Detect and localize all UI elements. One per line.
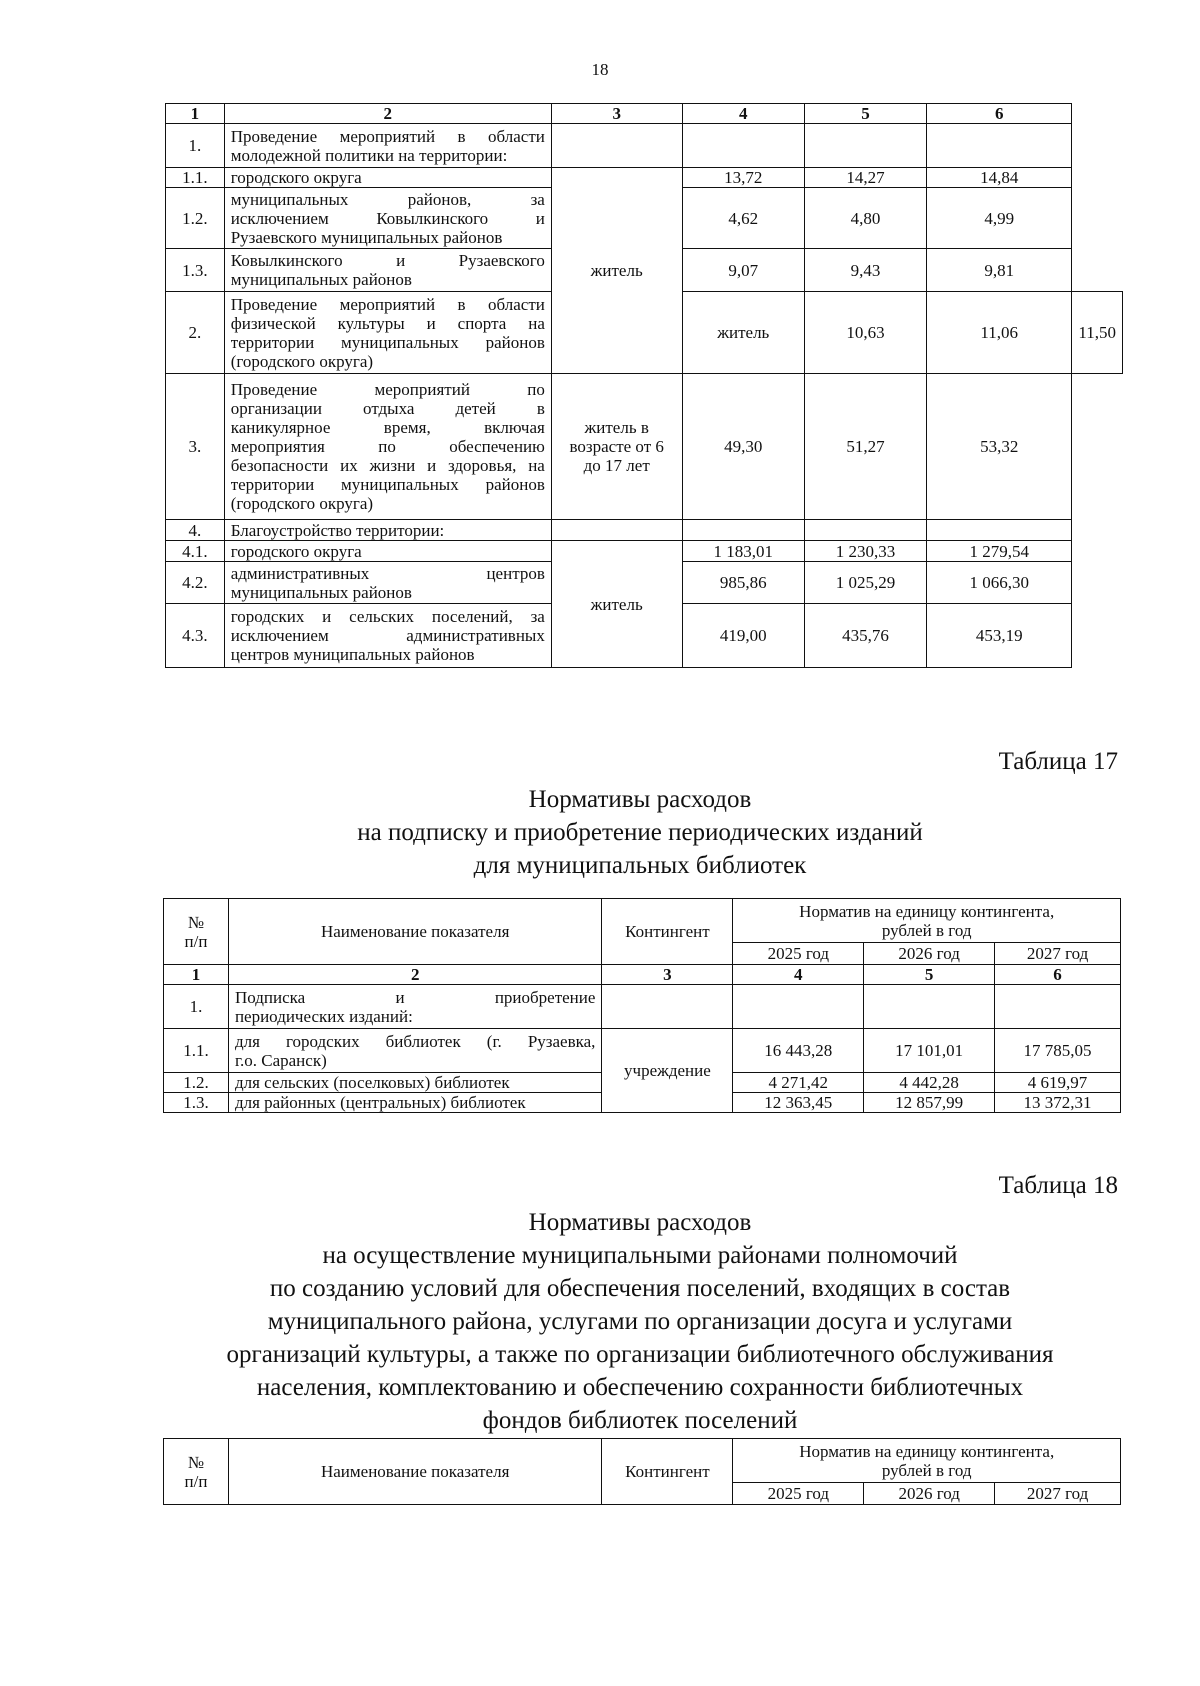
- value-2025: 4,62: [682, 188, 805, 249]
- name-line: Подписка и приобретение: [234, 987, 596, 1007]
- value-2027: 11,50: [1072, 292, 1123, 374]
- row-name: [224, 374, 551, 520]
- value-2027: 1 279,54: [927, 541, 1072, 562]
- name-line: каникулярное время, включая: [230, 418, 545, 437]
- value-2026: 1 230,33: [805, 541, 927, 562]
- name-line: для районных (центральных) библиотек: [234, 1093, 526, 1112]
- table-row: [166, 124, 1123, 168]
- contingent-cell: житель: [551, 541, 682, 668]
- value-2026: 4,80: [805, 188, 927, 249]
- row-name: [224, 249, 551, 292]
- value-2027: 14,84: [927, 168, 1072, 188]
- name-line: физической культуры и спорта на: [230, 313, 545, 333]
- row-name: [228, 1029, 602, 1073]
- name-line: Благоустройство территории:: [230, 520, 445, 540]
- col-number: 6: [995, 965, 1121, 985]
- row-number: 1.: [164, 985, 229, 1029]
- year-header: 2026 год: [864, 943, 995, 965]
- row-number: 1.2.: [166, 188, 225, 249]
- header-line: №: [187, 912, 205, 932]
- name-line: городского округа: [230, 541, 362, 561]
- col-number: 4: [682, 104, 805, 124]
- col-number: 6: [927, 104, 1072, 124]
- year-header: 2025 год: [733, 943, 864, 965]
- name-line: безопасности их жизни и здоровья, на: [230, 456, 545, 475]
- value-2025: 1 183,01: [682, 541, 805, 562]
- name-line: исключением Ковылкинского и: [230, 208, 545, 228]
- col-number: 2: [224, 104, 551, 124]
- norm-header: [733, 899, 1121, 943]
- row-name: [224, 168, 551, 188]
- row-number: 4.1.: [166, 541, 225, 562]
- header-line: п/п: [184, 1471, 208, 1491]
- row-number: 1.1.: [166, 168, 225, 188]
- header-row: [164, 1439, 1121, 1483]
- contingent-cell: житель: [551, 168, 682, 374]
- row-name: [224, 604, 551, 668]
- name-line: муниципальных районов, за: [230, 189, 545, 209]
- table-row: [164, 1029, 1121, 1073]
- col-number: 5: [805, 104, 927, 124]
- value-2026: 17 101,01: [864, 1029, 995, 1073]
- name-line: Проведение мероприятий по: [230, 380, 545, 399]
- column-number-row: [166, 104, 1123, 124]
- title-line: Нормативы расходов: [528, 1209, 752, 1236]
- value-2027: 9,81: [927, 249, 1072, 292]
- name-line: территории муниципальных районов: [230, 332, 545, 352]
- title-line: на осуществление муниципальными районами полномочий: [322, 1242, 958, 1269]
- name-line: муниципальных районов: [230, 582, 412, 602]
- periodicals-norms-table: [163, 898, 1121, 1113]
- year-header: 2026 год: [864, 1483, 995, 1505]
- value-2025: 13,72: [682, 168, 805, 188]
- header-line: Норматив на единицу контингента,: [799, 901, 1055, 921]
- row-name: [224, 124, 551, 168]
- title-line: по созданию условий для обеспечения поселений, входящих в состав: [269, 1275, 1011, 1302]
- table-row: [166, 520, 1123, 541]
- contingent-cell: учреждение: [602, 1029, 733, 1113]
- value-2027: 1 066,30: [927, 562, 1072, 604]
- year-header: 2027 год: [995, 1483, 1121, 1505]
- culture-powers-norms-table: [163, 1438, 1121, 1505]
- header-line: №: [187, 1452, 205, 1472]
- year-header: 2027 год: [995, 943, 1121, 965]
- contingent-cell: [551, 374, 682, 520]
- contingent-cell: житель: [682, 292, 805, 374]
- value-2026: 12 857,99: [864, 1093, 995, 1113]
- value-2025: 985,86: [682, 562, 805, 604]
- name-line: (городского округа): [230, 494, 374, 513]
- value-2026: 11,06: [927, 292, 1072, 374]
- name-line: мероприятия по обеспечению: [230, 437, 545, 456]
- year-header: 2025 год: [733, 1483, 864, 1505]
- name-line: организации отдыха детей в: [230, 399, 545, 418]
- name-line: территории муниципальных районов: [230, 475, 545, 494]
- name-line: исключением административных: [230, 626, 545, 645]
- row-number: 4.2.: [166, 562, 225, 604]
- value-2027: 4,99: [927, 188, 1072, 249]
- value-2027: 4 619,97: [995, 1073, 1121, 1093]
- value-2025: 4 271,42: [733, 1073, 864, 1093]
- row-number: 1.3.: [166, 249, 225, 292]
- value-2025: 9,07: [682, 249, 805, 292]
- contingent-line: житель в: [584, 418, 649, 437]
- contingent-line: до 17 лет: [583, 456, 650, 475]
- header-line: Норматив на единицу контингента,: [799, 1441, 1055, 1461]
- row-name: [228, 985, 602, 1029]
- row-name: [224, 188, 551, 249]
- value-2025: 49,30: [682, 374, 805, 520]
- name-line: (городского округа): [230, 351, 374, 371]
- table-row: [166, 374, 1123, 520]
- title-line: населения, комплектованию и обеспечению сохранности библиотечных: [256, 1374, 1024, 1401]
- value-2027: 453,19: [927, 604, 1072, 668]
- col-number: 1: [164, 965, 229, 985]
- row-number: 3.: [166, 374, 225, 520]
- row-number: 4.3.: [166, 604, 225, 668]
- name-line: периодических изданий:: [234, 1006, 413, 1026]
- name-line: Проведение мероприятий в области: [230, 294, 545, 314]
- column-number-row: [164, 965, 1121, 985]
- table17-title: [120, 783, 1160, 882]
- name-line: административных центров: [230, 563, 545, 583]
- value-2026: 51,27: [805, 374, 927, 520]
- table17-label: Таблица 17: [998, 748, 1118, 775]
- col-number: 1: [166, 104, 225, 124]
- contingent-header: Контингент: [602, 899, 733, 965]
- value-2027: 13 372,31: [995, 1093, 1121, 1113]
- name-line: городского округа: [230, 168, 362, 187]
- row-name: [224, 562, 551, 604]
- value-2025: 10,63: [805, 292, 927, 374]
- col-number: 3: [551, 104, 682, 124]
- value-2027: 17 785,05: [995, 1029, 1121, 1073]
- value-2025: 419,00: [682, 604, 805, 668]
- header-line: рублей в год: [881, 1460, 972, 1480]
- row-number: 1.3.: [164, 1093, 229, 1113]
- col-number: 4: [733, 965, 864, 985]
- row-name: [224, 541, 551, 562]
- name-line: муниципальных районов: [230, 270, 412, 289]
- row-name: [224, 292, 551, 374]
- name-line: г.о. Саранск): [234, 1050, 327, 1070]
- value-2026: 4 442,28: [864, 1073, 995, 1093]
- table18-title: [120, 1206, 1160, 1437]
- row-number: 4.: [166, 520, 225, 541]
- header-line: п/п: [184, 931, 208, 951]
- name-line: Ковылкинского и Рузаевского: [230, 251, 545, 270]
- num-header: [164, 1439, 229, 1505]
- value-2026: 1 025,29: [805, 562, 927, 604]
- name-line: для сельских (поселковых) библиотек: [234, 1073, 510, 1092]
- col-number: 2: [228, 965, 602, 985]
- row-name: [224, 520, 551, 541]
- row-number: 2.: [166, 292, 225, 374]
- title-line: муниципального района, услугами по организации досуга и услугами: [267, 1308, 1013, 1335]
- name-header: Наименование показателя: [228, 1439, 602, 1505]
- title-line: для муниципальных библиотек: [473, 852, 807, 879]
- value-2026: 9,43: [805, 249, 927, 292]
- value-2025: 16 443,28: [733, 1029, 864, 1073]
- title-line: на подписку и приобретение периодических изданий: [357, 819, 923, 846]
- num-header: [164, 899, 229, 965]
- norms-table-continued: [165, 103, 1123, 668]
- title-line: фондов библиотек поселений: [482, 1407, 798, 1434]
- norm-header: [733, 1439, 1121, 1483]
- value-2026: 14,27: [805, 168, 927, 188]
- title-line: Нормативы расходов: [528, 786, 752, 813]
- row-number: 1.1.: [164, 1029, 229, 1073]
- contingent-line: возрасте от 6: [569, 437, 664, 456]
- table-row: [166, 168, 1123, 188]
- col-number: 5: [864, 965, 995, 985]
- name-line: Проведение мероприятий в области: [230, 126, 545, 146]
- table-row: [164, 985, 1121, 1029]
- name-line: молодежной политики на территории:: [230, 145, 508, 165]
- value-2026: 435,76: [805, 604, 927, 668]
- name-line: Рузаевского муниципальных районов: [230, 227, 503, 247]
- name-line: для городских библиотек (г. Рузаевка,: [234, 1031, 596, 1051]
- table-row: [166, 541, 1123, 562]
- row-name: [228, 1073, 602, 1093]
- contingent-header: Контингент: [602, 1439, 733, 1505]
- value-2025: 12 363,45: [733, 1093, 864, 1113]
- name-line: городских и сельских поселений, за: [230, 607, 545, 626]
- page-number: 18: [591, 60, 609, 79]
- row-number: 1.: [166, 124, 225, 168]
- name-header: Наименование показателя: [228, 899, 602, 965]
- title-line: организаций культуры, а также по организации библиотечного обслуживания: [226, 1341, 1054, 1368]
- header-line: рублей в год: [881, 920, 972, 940]
- value-2027: 53,32: [927, 374, 1072, 520]
- name-line: центров муниципальных районов: [230, 645, 475, 664]
- col-number: 3: [602, 965, 733, 985]
- row-number: 1.2.: [164, 1073, 229, 1093]
- table18-label: Таблица 18: [998, 1172, 1118, 1199]
- header-row: [164, 899, 1121, 943]
- row-name: [228, 1093, 602, 1113]
